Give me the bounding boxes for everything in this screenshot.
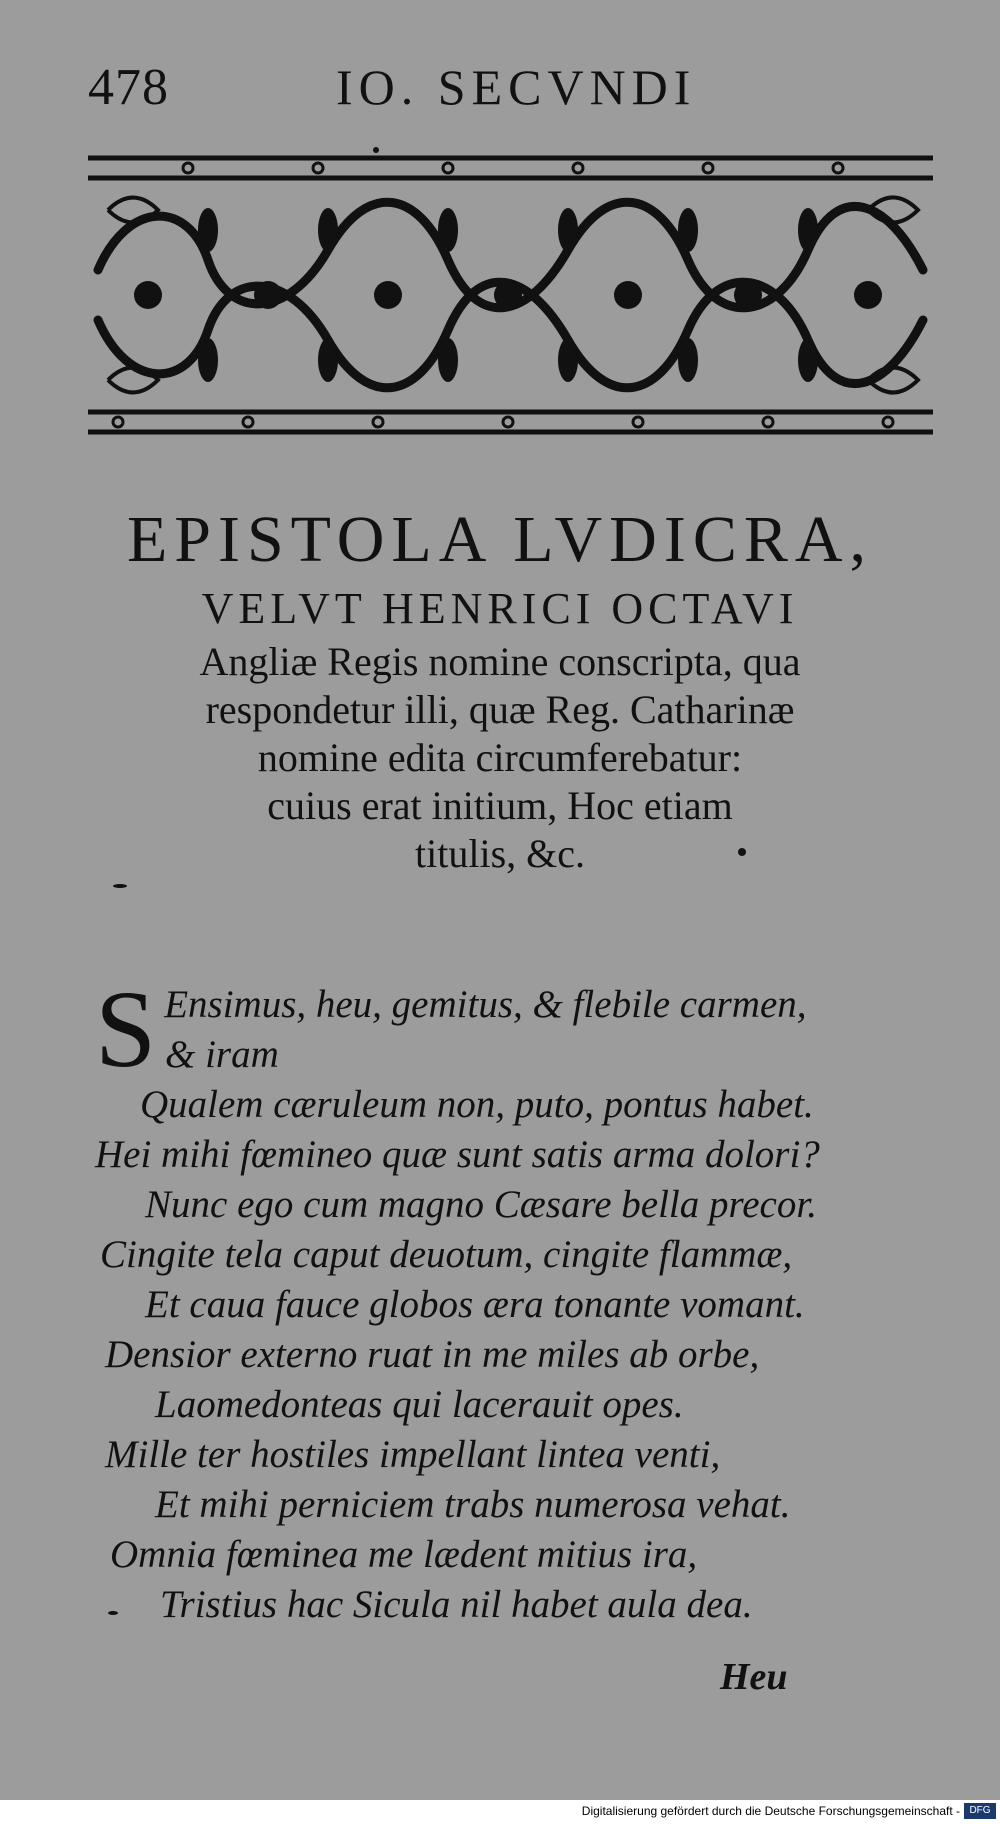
catchword: Heu	[720, 1656, 788, 1698]
poem-line: Et caua fauce globos æra tonante vomant.	[145, 1283, 805, 1326]
heading-line: respondetur illi, quæ Reg. Catharinæ	[205, 687, 795, 732]
heading-line: nomine edita circumferebatur:	[257, 735, 743, 780]
print-speck	[113, 884, 127, 888]
poem-line: Densior externo ruat in me miles ab orbe,	[105, 1333, 760, 1376]
epistle-heading	[60, 500, 940, 878]
print-speck	[373, 147, 379, 153]
dfg-logo: DFG	[964, 1803, 996, 1819]
heading-line: Angliæ Regis nomine conscripta, qua	[199, 639, 801, 684]
poem-body	[95, 968, 955, 1630]
running-title: IO. SECVNDI	[336, 59, 697, 115]
heading-line-2: VELVT HENRICI OCTAVI	[201, 584, 799, 633]
digitization-footer	[0, 1800, 1000, 1824]
funding-credit: Digitalisierung gefördert durch die Deutsche Forschungsgemeinschaft -	[581, 1804, 960, 1818]
poem-line: Mille ter hostiles impellant lintea venti,	[105, 1433, 721, 1476]
poem-line: Ensimus, heu, gemitus, & flebile carmen,	[164, 983, 807, 1026]
poem-line: Laomedonteas qui lacerauit opes.	[155, 1383, 684, 1426]
heading-line: cuius erat initium, Hoc etiam	[267, 783, 733, 828]
poem-line: Omnia fœminea me lædent mitius ira,	[110, 1533, 698, 1576]
poem-line: Nunc ego cum magno Cæsare bella precor.	[145, 1183, 817, 1226]
decorative-headpiece-ornament	[88, 150, 933, 440]
heading-line-1: EPISTOLA LVDICRA,	[126, 503, 874, 576]
running-header	[88, 58, 888, 118]
poem-line: Qualem cæruleum non, puto, pontus habet.	[140, 1083, 814, 1126]
poem-line: Tristius hac Sicula nil habet aula dea.	[160, 1583, 753, 1626]
poem-line: Et mihi perniciem trabs numerosa vehat.	[155, 1483, 791, 1526]
poem-line: Cingite tela caput deuotum, cingite flammæ,	[100, 1233, 793, 1276]
page-number: 478	[88, 59, 169, 116]
drop-cap: S	[95, 968, 157, 1090]
print-speck	[108, 1611, 118, 1615]
poem-line: & iram	[165, 1033, 279, 1076]
print-speck	[738, 848, 746, 856]
poem-line: Hei mihi fœmineo quæ sunt satis arma dolori?	[95, 1133, 820, 1176]
heading-line: titulis, &c.	[415, 831, 585, 876]
